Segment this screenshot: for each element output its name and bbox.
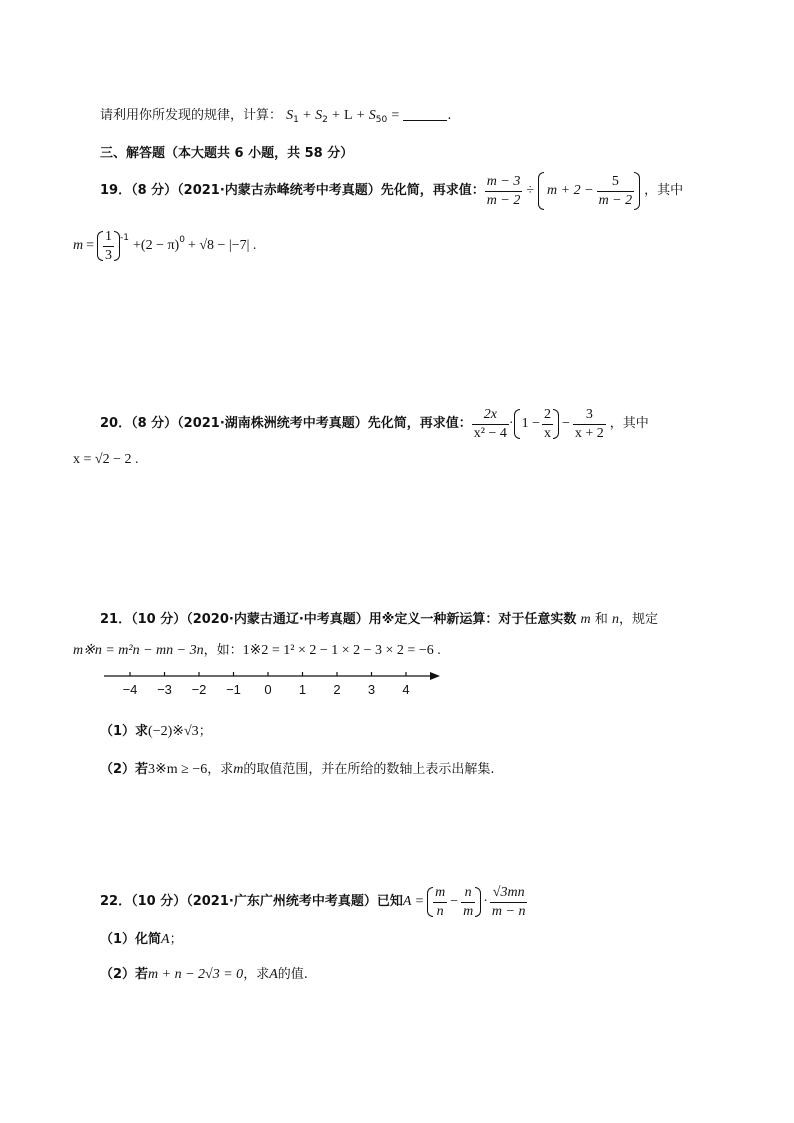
q19-div: ÷ — [526, 183, 535, 198]
q20-frac3 — [573, 407, 606, 442]
q21-sub2-expr: 3※m ≥ −6 — [148, 762, 208, 777]
q22-sub2-expr: m + n − 2√3 = 0 — [148, 967, 244, 982]
q21-sub1 — [100, 724, 212, 740]
q22-minus: − — [450, 894, 459, 909]
q21-var-m: m — [580, 612, 591, 627]
q21-sub2-mid: ，求 — [207, 762, 234, 777]
q21-definition: m※n = m²n − mn − 3n — [73, 643, 204, 658]
q22-sub1-end: ； — [169, 932, 183, 947]
q22-frac2 — [461, 885, 475, 920]
s50-subscript: 50 — [375, 115, 388, 125]
q21-sub2-end: 的取值范围，并在所给的数轴上表示出解集. — [243, 762, 495, 777]
number-line — [100, 668, 445, 688]
q20-frac3-den: x + 2 — [574, 425, 604, 441]
q22-line1 — [100, 880, 527, 924]
q22-frac1-num: m — [433, 885, 447, 903]
q19-frac2-den: m − 2 — [598, 192, 633, 208]
q19-frac2-num: 5 — [597, 174, 635, 192]
q21-sub2-label: （2）若 — [100, 762, 149, 777]
q22-sub1-var: A — [161, 932, 170, 947]
q20-label: 20．（8 分）（2021·湖南株洲统考中考真题）先化简，再求值： — [100, 416, 472, 431]
q20-frac1-den: x² − 4 — [473, 425, 507, 441]
number-line-label: 4 — [402, 682, 410, 697]
q22-frac1-den: n — [436, 903, 444, 919]
q19-eq: = — [86, 238, 95, 253]
q20-frac2 — [542, 407, 553, 442]
number-line-label: 3 — [367, 682, 376, 697]
q21-example: 1※2 = 1² × 2 − 1 × 2 − 3 × 2 = −6 . — [242, 643, 441, 658]
number-line-label: −3 — [157, 682, 172, 697]
q20-line1 — [100, 402, 649, 446]
q22-sub2-end: 的值. — [277, 967, 308, 982]
q22-sub2 — [100, 967, 308, 983]
q22-frac3-den: m − n — [491, 903, 526, 919]
q19-part2: +(2 − π) — [133, 238, 180, 253]
q21-example-prefix: ，如： — [203, 643, 243, 658]
q21-sub1-expr: (−2)※√3 — [148, 724, 199, 739]
q21-and: 和 — [594, 612, 608, 627]
q22-frac3-num: √3mn — [490, 885, 528, 903]
q19-inner-prefix: m + 2 − — [547, 183, 594, 198]
q19-frac1-num: m − 3 — [485, 174, 523, 192]
number-line-label: 0 — [264, 682, 272, 697]
q22-frac1 — [433, 885, 447, 920]
q22-sub2-mid: ，求 — [243, 967, 270, 982]
q22-sub1 — [100, 932, 183, 948]
q21-sub2 — [100, 762, 495, 778]
q19-var-m: m — [73, 238, 84, 253]
q22-frac3 — [490, 885, 528, 920]
q22-frac2-num: n — [461, 885, 475, 903]
q19-frac1-den: m − 2 — [486, 192, 521, 208]
q19-tail: ，其中 — [644, 183, 684, 198]
section-title: 三、解答题（本大题共 6 小题，共 58 分） — [100, 146, 354, 161]
q20-dot: · — [508, 416, 514, 431]
q19-paren-right — [634, 172, 640, 210]
q21-tail: ，规定 — [618, 612, 658, 627]
number-line-label: 2 — [333, 682, 341, 697]
q21-label: 21．（10 分）（2020·内蒙古通辽·中考真题）用※定义一种新运算：对于任意实数 — [100, 612, 577, 627]
q20-frac1 — [472, 407, 509, 442]
q21-sub2-var: m — [233, 762, 244, 777]
s2-symbol: S — [315, 108, 323, 123]
q20-tail: ，其中 — [609, 416, 649, 431]
q20-frac2-den: x — [543, 425, 551, 441]
s1-symbol: S — [286, 108, 294, 123]
q20-minus: − — [561, 416, 570, 431]
s50-symbol: S — [368, 108, 376, 123]
q19-exp1: -1 — [120, 233, 130, 243]
q19-part3: + √8 − |−7| . — [187, 238, 257, 253]
q19-exp2: 0 — [179, 235, 185, 245]
q19-frac1 — [485, 174, 523, 209]
q19-frac3 — [103, 229, 114, 264]
q20-frac2-num: 2 — [542, 407, 553, 425]
intro-end: . — [447, 108, 452, 123]
q20-paren-right — [553, 409, 559, 439]
q21-sub1-label: （1）求 — [100, 724, 149, 739]
number-line-label: −4 — [122, 682, 138, 697]
q19-frac3-den: 3 — [105, 247, 113, 263]
q20-frac3-num: 3 — [573, 407, 606, 425]
s1-subscript: 1 — [293, 115, 299, 125]
q20-one-minus: 1 − — [521, 416, 540, 431]
q22-dot: · — [483, 894, 488, 909]
number-line-label: 1 — [298, 682, 307, 697]
intro-text: 请利用你所发现的规律，计算： — [100, 108, 283, 123]
number-line-label: −2 — [191, 682, 207, 697]
q21-sub1-end: ； — [198, 724, 212, 739]
q19-line1 — [100, 168, 683, 214]
q22-label: 22．（10 分）（2021·广东广州统考中考真题）已知 — [100, 894, 403, 909]
q19-line2 — [73, 226, 256, 266]
q22-sub2-label: （2）若 — [100, 967, 149, 982]
intro-line: 请利用你所发现的规律，计算： $S_1 + S_2 + L + S_{50}$ = . — [100, 108, 452, 125]
q22-frac2-den: m — [463, 903, 474, 919]
q21-line2 — [73, 643, 441, 659]
q20-frac1-num: 2x — [472, 407, 509, 425]
q19-paren-left — [538, 172, 544, 210]
q22-sub2-var: A — [269, 967, 278, 982]
q21-var-n: n — [611, 612, 619, 627]
ellipsis-glyph: L — [344, 108, 353, 123]
answer-blank[interactable] — [403, 108, 447, 121]
q22-sub1-label: （1）化简 — [100, 932, 162, 947]
q20-paren-left — [514, 409, 520, 439]
number-line-arrow-icon — [430, 672, 440, 680]
s2-subscript: 2 — [322, 115, 328, 125]
number-line-label: −1 — [226, 682, 241, 697]
q20-line2: x = √2 − 2 . — [73, 452, 139, 467]
q21-line1 — [100, 612, 658, 628]
q22-paren-right — [475, 887, 481, 917]
q19-label: 19．（8 分）（2021·内蒙古赤峰统考中考真题）先化简，再求值： — [100, 183, 485, 198]
q19-frac2 — [597, 174, 635, 209]
q22-a-eq: A = — [402, 894, 425, 909]
q19-frac3-num: 1 — [103, 229, 114, 247]
